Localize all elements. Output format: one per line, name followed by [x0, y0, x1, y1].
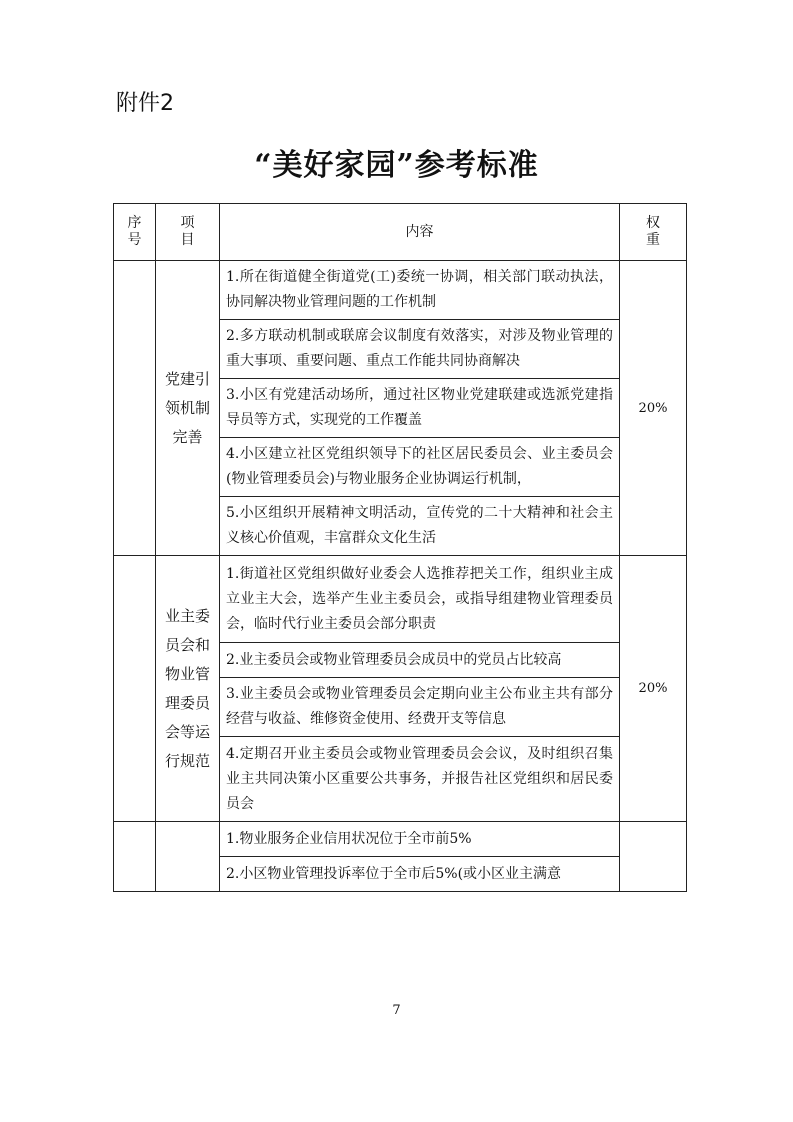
- section-1-row-5: 5.小区组织开展精神文明活动，宣传党的二十大精神和社会主义核心价值观，丰富群众文化生活: [220, 497, 620, 556]
- section-1-row-4: 4.小区建立社区党组织领导下的社区居民委员会、业主委员会(物业管理委员会)与物业服务企业协调运行机制，: [220, 438, 620, 497]
- section-2-weight: 20%: [620, 556, 687, 822]
- section-1-item: 党建引领机制完善: [156, 261, 220, 556]
- section-1-no: [114, 261, 156, 556]
- header-item: 项目: [156, 204, 220, 261]
- table-row: [114, 822, 687, 857]
- section-2-item: 业主委员会和物业管理委员会等运行规范: [156, 556, 220, 822]
- standards-table: [113, 203, 687, 892]
- section-3-row-1: 1.物业服务企业信用状况位于全市前5%: [220, 822, 620, 857]
- section-2-row-2: 2.业主委员会或物业管理委员会成员中的党员占比较高: [220, 643, 620, 678]
- header-weight: 权重: [620, 204, 687, 261]
- section-1-row-3: 3.小区有党建活动场所，通过社区物业党建联建或选派党建指导员等方式，实现党的工作覆盖: [220, 379, 620, 438]
- section-2-row-1: 1.街道社区党组织做好业委会人选推荐把关工作，组织业主成立业主大会，选举产生业主委员会，或指导组建物业管理委员会，临时代行业主委员会部分职责: [220, 556, 620, 643]
- table-row: [114, 261, 687, 320]
- section-1-row-1: 1.所在街道健全街道党(工)委统一协调，相关部门联动执法，协同解决物业管理问题的工作机制: [220, 261, 620, 320]
- section-3-row-2: 2.小区物业管理投诉率位于全市后5%(或小区业主满意: [220, 857, 620, 892]
- section-3-weight: [620, 822, 687, 892]
- page-title: “美好家园”参考标准: [254, 148, 539, 183]
- section-1-row-2: 2.多方联动机制或联席会议制度有效落实，对涉及物业管理的重大事项、重要问题、重点工作能共同协商解决: [220, 320, 620, 379]
- section-2-no: [114, 556, 156, 822]
- page-number: 7: [392, 1003, 401, 1018]
- section-3-item: [156, 822, 220, 892]
- section-2-row-4: 4.定期召开业主委员会或物业管理委员会会议，及时组织召集业主共同决策小区重要公共事务，并报告社区党组织和居民委员会: [220, 737, 620, 822]
- attachment-label: 附件2: [116, 91, 174, 116]
- section-1-weight: 20%: [620, 261, 687, 556]
- header-no: 序号: [114, 204, 156, 261]
- section-3-no: [114, 822, 156, 892]
- table-header-row: [114, 204, 687, 261]
- header-content: 内容: [220, 204, 620, 261]
- table-row: [114, 556, 687, 643]
- section-2-row-3: 3.业主委员会或物业管理委员会定期向业主公布业主共有部分经营与收益、维修资金使用、经费开支等信息: [220, 678, 620, 737]
